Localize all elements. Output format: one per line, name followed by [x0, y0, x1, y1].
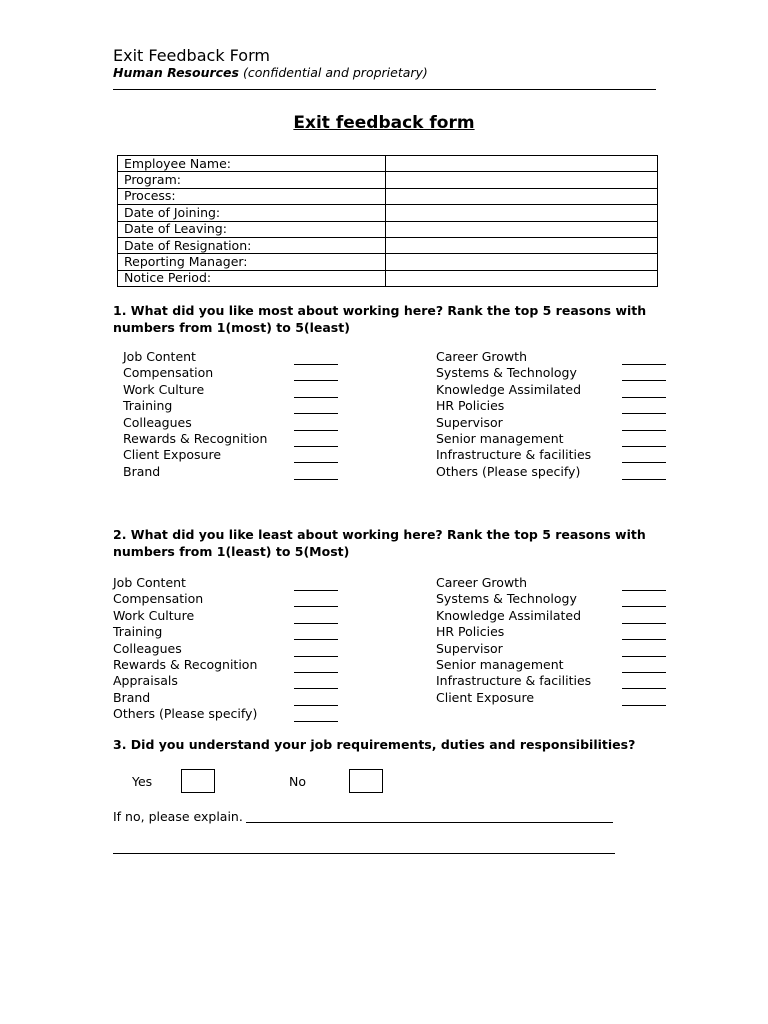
info-row	[118, 156, 658, 172]
rank-option-label: Colleagues	[113, 640, 182, 656]
q1-left-options	[123, 349, 267, 480]
info-row	[118, 221, 658, 237]
rank-blank[interactable]	[294, 606, 338, 607]
info-field-label: Reporting Manager:	[118, 254, 386, 270]
rank-blank[interactable]	[622, 639, 666, 640]
rank-option-label: Senior management	[436, 430, 564, 446]
rank-blank[interactable]	[294, 623, 338, 624]
info-row	[118, 237, 658, 253]
explain-label: If no, please explain.	[113, 809, 243, 824]
rank-option-label: HR Policies	[436, 398, 505, 414]
info-field-label: Date of Resignation:	[118, 237, 386, 253]
rank-blank[interactable]	[622, 606, 666, 607]
rank-option-label: Supervisor	[436, 640, 503, 656]
rank-blank[interactable]	[294, 688, 338, 689]
rank-option-label: Others (Please specify)	[113, 706, 258, 722]
info-field-value[interactable]	[386, 205, 658, 221]
rank-blank[interactable]	[294, 430, 338, 431]
info-field-value[interactable]	[386, 221, 658, 237]
rank-option-label: Training	[123, 398, 173, 414]
rank-option-label: Systems & Technology	[436, 591, 577, 607]
rank-option-label: Brand	[113, 689, 151, 705]
info-field-value[interactable]	[386, 270, 658, 286]
info-row	[118, 254, 658, 270]
rank-option-label: Senior management	[436, 656, 564, 672]
rank-blank[interactable]	[294, 413, 338, 414]
rank-blank[interactable]	[622, 672, 666, 673]
rank-option-label: Compensation	[123, 365, 214, 381]
rank-option-label: Job Content	[113, 575, 186, 590]
info-row	[118, 270, 658, 286]
rank-option-label: Brand	[123, 463, 161, 479]
info-field-value[interactable]	[386, 237, 658, 253]
rank-blank[interactable]	[622, 590, 666, 591]
header-divider	[113, 89, 656, 90]
info-field-value[interactable]	[386, 254, 658, 270]
rank-blank[interactable]	[294, 364, 338, 365]
rank-option-label: Client Exposure	[436, 689, 535, 705]
rank-option-label: Infrastructure & facilities	[436, 673, 592, 689]
rank-blank[interactable]	[622, 688, 666, 689]
q1-right-options	[436, 349, 591, 480]
rank-blank[interactable]	[622, 623, 666, 624]
info-field-label: Process:	[118, 188, 386, 204]
rank-option-label: Work Culture	[113, 607, 195, 623]
info-row	[118, 205, 658, 221]
rank-blank[interactable]	[622, 364, 666, 365]
info-field-label: Date of Leaving:	[118, 221, 386, 237]
rank-blank[interactable]	[622, 380, 666, 381]
rank-blank[interactable]	[294, 656, 338, 657]
rank-option-label: Knowledge Assimilated	[436, 607, 582, 623]
rank-option-label: Work Culture	[123, 381, 205, 397]
q2-right-options	[436, 575, 591, 706]
rank-option-label: Compensation	[113, 591, 204, 607]
explain-line-1[interactable]	[246, 822, 613, 823]
rank-blank[interactable]	[294, 590, 338, 591]
rank-blank[interactable]	[294, 397, 338, 398]
form-header-subtitle	[113, 65, 428, 80]
info-field-value[interactable]	[386, 156, 658, 172]
info-field-value[interactable]	[386, 188, 658, 204]
rank-blank[interactable]	[622, 397, 666, 398]
form-header-title: Exit Feedback Form	[113, 46, 270, 65]
explain-line-2[interactable]	[113, 853, 615, 854]
rank-option-label: Supervisor	[436, 414, 503, 430]
rank-blank[interactable]	[294, 705, 338, 706]
info-field-label: Program:	[118, 172, 386, 188]
rank-option-label: Rewards & Recognition	[123, 430, 268, 446]
rank-option-label: Client Exposure	[123, 447, 222, 463]
rank-option-label: Career Growth	[436, 349, 527, 364]
info-field-label: Date of Joining:	[118, 205, 386, 221]
rank-blank[interactable]	[294, 479, 338, 480]
rank-option-label: Rewards & Recognition	[113, 656, 258, 672]
employee-info-table	[117, 155, 658, 287]
rank-blank[interactable]	[622, 656, 666, 657]
info-field-value[interactable]	[386, 172, 658, 188]
rank-blank[interactable]	[622, 479, 666, 480]
rank-blank[interactable]	[622, 705, 666, 706]
rank-blank[interactable]	[622, 446, 666, 447]
rank-blank[interactable]	[622, 413, 666, 414]
rank-blank[interactable]	[294, 672, 338, 673]
rank-option-label: Others (Please specify)	[436, 463, 581, 479]
question-3: 3. Did you understand your job requirements, duties and responsibilities?	[113, 737, 636, 752]
rank-blank[interactable]	[294, 462, 338, 463]
rank-option-label: Appraisals	[113, 673, 178, 689]
rank-blank[interactable]	[294, 446, 338, 447]
rank-option-label: Knowledge Assimilated	[436, 381, 582, 397]
info-field-label: Notice Period:	[118, 270, 386, 286]
department-name: Human Resources	[113, 65, 239, 80]
confidentiality-note: (confidential and proprietary)	[238, 65, 428, 80]
info-row	[118, 172, 658, 188]
rank-blank[interactable]	[294, 380, 338, 381]
rank-blank[interactable]	[294, 639, 338, 640]
question-2: 2. What did you like least about working here? Rank the top 5 reasons with numbers from 1(least) to 5(Most)	[113, 527, 646, 559]
question-1: 1. What did you like most about working here? Rank the top 5 reasons with numbers from 1(most) to 5(least)	[113, 303, 647, 335]
yes-label: Yes	[132, 774, 153, 789]
rank-option-label: Systems & Technology	[436, 365, 577, 381]
no-checkbox[interactable]	[349, 769, 383, 793]
rank-option-label: Job Content	[123, 349, 196, 364]
rank-option-label: HR Policies	[436, 624, 505, 640]
info-field-label: Employee Name:	[118, 156, 386, 172]
info-row	[118, 188, 658, 204]
rank-blank[interactable]	[622, 430, 666, 431]
rank-option-label: Infrastructure & facilities	[436, 447, 592, 463]
rank-blank[interactable]	[622, 462, 666, 463]
document-title: Exit feedback form	[293, 113, 475, 133]
rank-option-label: Career Growth	[436, 575, 527, 590]
q2-left-options	[113, 575, 257, 723]
rank-blank[interactable]	[294, 721, 338, 722]
rank-option-label: Colleagues	[123, 414, 192, 430]
yes-checkbox[interactable]	[181, 769, 215, 793]
rank-option-label: Training	[113, 624, 163, 640]
no-label: No	[289, 774, 306, 789]
